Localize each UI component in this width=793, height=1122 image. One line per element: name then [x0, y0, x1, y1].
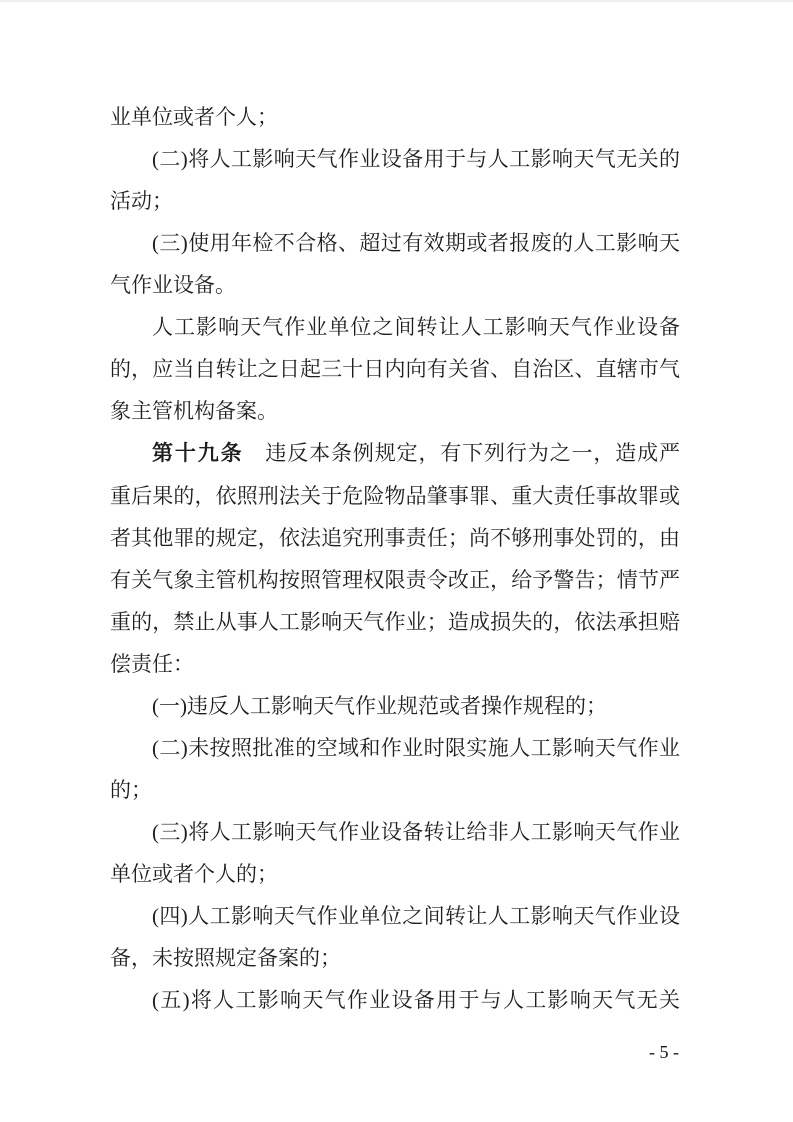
- paragraph: (二)未按照批准的空域和作业时限实施人工影响天气作业的；: [110, 736, 680, 802]
- article-number: 第十九条: [152, 442, 244, 465]
- paragraph: (四)人工影响天气作业单位之间转让人工影响天气作业设备，未按照规定备案的；: [110, 904, 680, 970]
- paragraph: (二)将人工影响天气作业设备用于与人工影响天气无关的活动；: [110, 147, 680, 213]
- paragraph: 业单位或者个人；: [110, 105, 278, 129]
- document-body: [110, 96, 680, 1021]
- paragraph: (三)将人工影响天气作业设备转让给非人工影响天气作业单位或者个人的；: [110, 820, 680, 886]
- paragraph: 人工影响天气作业单位之间转让人工影响天气作业设备的，应当自转让之日起三十日内向有关省、自治区、直辖市气象主管机构备案。: [110, 315, 680, 423]
- paragraph: (一)违反人工影响天气作业规范或者操作规程的；: [152, 694, 607, 718]
- paragraph: (三)使用年检不合格、超过有效期或者报废的人工影响天气作业设备。: [110, 231, 680, 297]
- article-paragraph: 第十九条 违反本条例规定，有下列行为之一，造成严重后果的，依照刑法关于危险物品肇事罪、重大责任事故罪或者其他罪的规定，依法追究刑事责任；尚不够刑事处罚的，由有关气象主管机构按照管理权限责令改正，给予警告；情节严重的，禁止从事人工影响天气作业；造成损失的，依法承担赔偿责任：: [110, 441, 681, 676]
- page-number: - 5 -: [649, 1042, 679, 1062]
- paragraph: (五)将人工影响天气作业设备用于与人工影响天气无关: [152, 988, 680, 1012]
